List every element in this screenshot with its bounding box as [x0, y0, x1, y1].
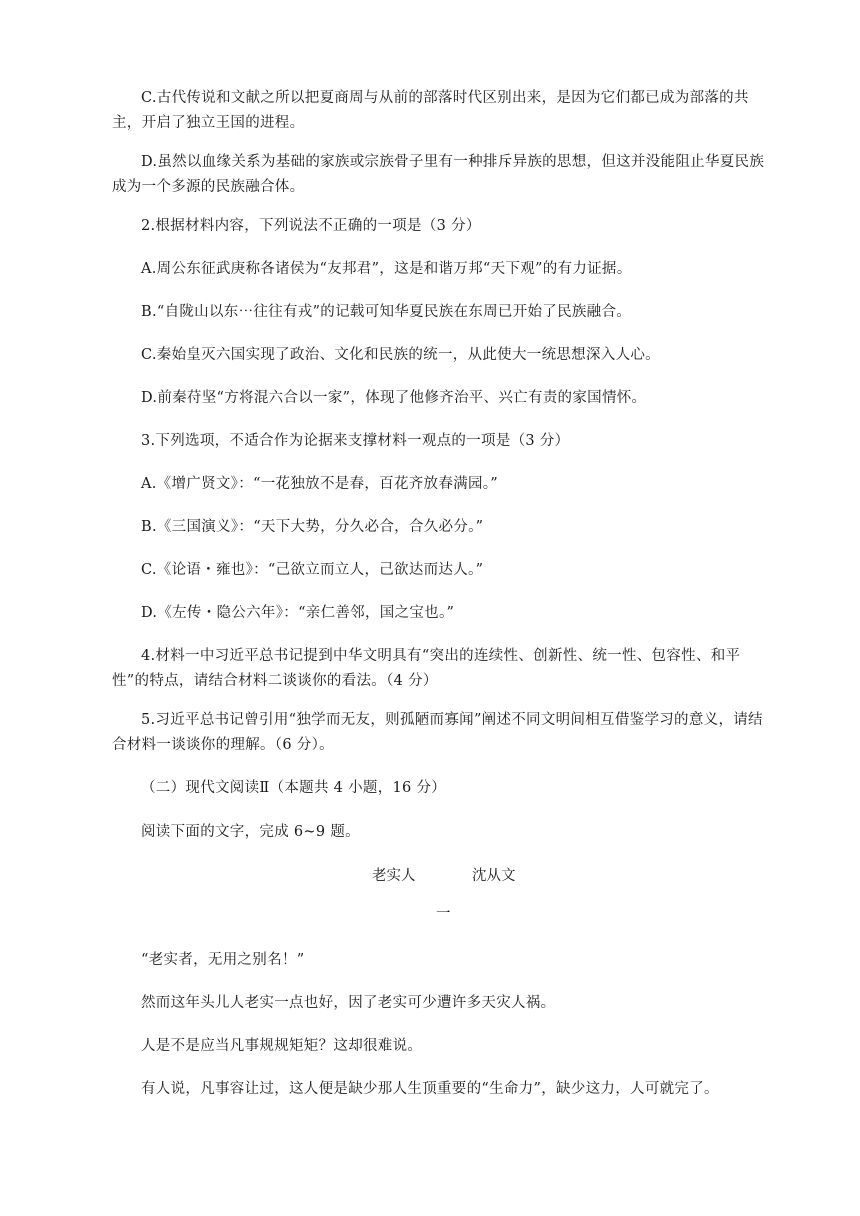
question-3-option-a: A.《增广贤文》：“一花独放不是春，百花齐放春满园。”	[141, 476, 499, 492]
article-line: 然而这年头儿人老实一点也好，因了老实可少遭许多天灾人祸。	[141, 995, 556, 1011]
article-line: “老实者，无用之别名！”	[141, 952, 305, 968]
section-heading: （二）现代文阅读Ⅱ（本题共 4 小题，16 分）	[141, 780, 447, 796]
article-title-row	[0, 864, 860, 889]
question-2: 2.根据材料内容，下列说法不正确的一项是（3 分）	[141, 218, 481, 234]
question-3: 3.下列选项，不适合作为论据来支撑材料一观点的一项是（3 分）	[141, 433, 570, 449]
option-c-paragraph: C.古代传说和文献之所以把夏商周与从前的部落时代区别出来，是因为它们都已成为部落的共主，开启了独立王国的进程。	[112, 90, 749, 131]
article-title: 老实人	[372, 868, 416, 884]
question-3-option-d: D.《左传・隐公六年》：“亲仁善邻，国之宝也。”	[141, 605, 455, 621]
article-line: 人是不是应当凡事规规矩矩？这却很难说。	[141, 1038, 423, 1054]
question-2-option-d: D.前秦苻坚“方将混六合以一家”，体现了他修齐治平、兴亡有责的家国情怀。	[141, 390, 647, 406]
question-3-option-b: B.《三国演义》：“天下大势，分久必合，合久必分。”	[141, 519, 484, 535]
question-5: 5.习近平总书记曾引用“独学而无友，则孤陋而寡闻”阐述不同文明间相互借鉴学习的意义，请结合材料一谈谈你的理解。（6 分）。	[112, 712, 763, 753]
question-2-option-a: A.周公东征武庚称各诸侯为“友邦君”，这是和谐万邦“天下观”的有力证据。	[141, 261, 632, 277]
question-2-option-c: C.秦始皇灭六国实现了政治、文化和民族的统一，从此使大一统思想深入人心。	[141, 347, 660, 363]
reading-instruction: 阅读下面的文字，完成 6~9 题。	[141, 824, 360, 840]
option-d-paragraph: D.虽然以血缘关系为基础的家族或宗族骨子里有一种排斥异族的思想，但这并没能阻止华夏民族成为一个多源的民族融合体。	[112, 154, 765, 195]
question-4: 4.材料一中习近平总书记提到中华文明具有“突出的连续性、创新性、统一性、包容性、和平性”的特点，请结合材料二谈谈你的看法。（4 分）	[112, 648, 741, 689]
question-3-option-c: C.《论语・雍也》：“己欲立而立人，己欲达而达人。”	[141, 562, 484, 578]
question-2-option-b: B.“自陇山以东⋯往往有戎”的记载可知华夏民族在东周已开始了民族融合。	[141, 304, 632, 320]
article-section-number: 一	[436, 906, 451, 922]
article-line: 有人说，凡事容让过，这人便是缺少那人生顶重要的“生命力”，缺少这力，人可就完了。	[141, 1081, 719, 1097]
article-author: 沈从文	[472, 868, 516, 884]
